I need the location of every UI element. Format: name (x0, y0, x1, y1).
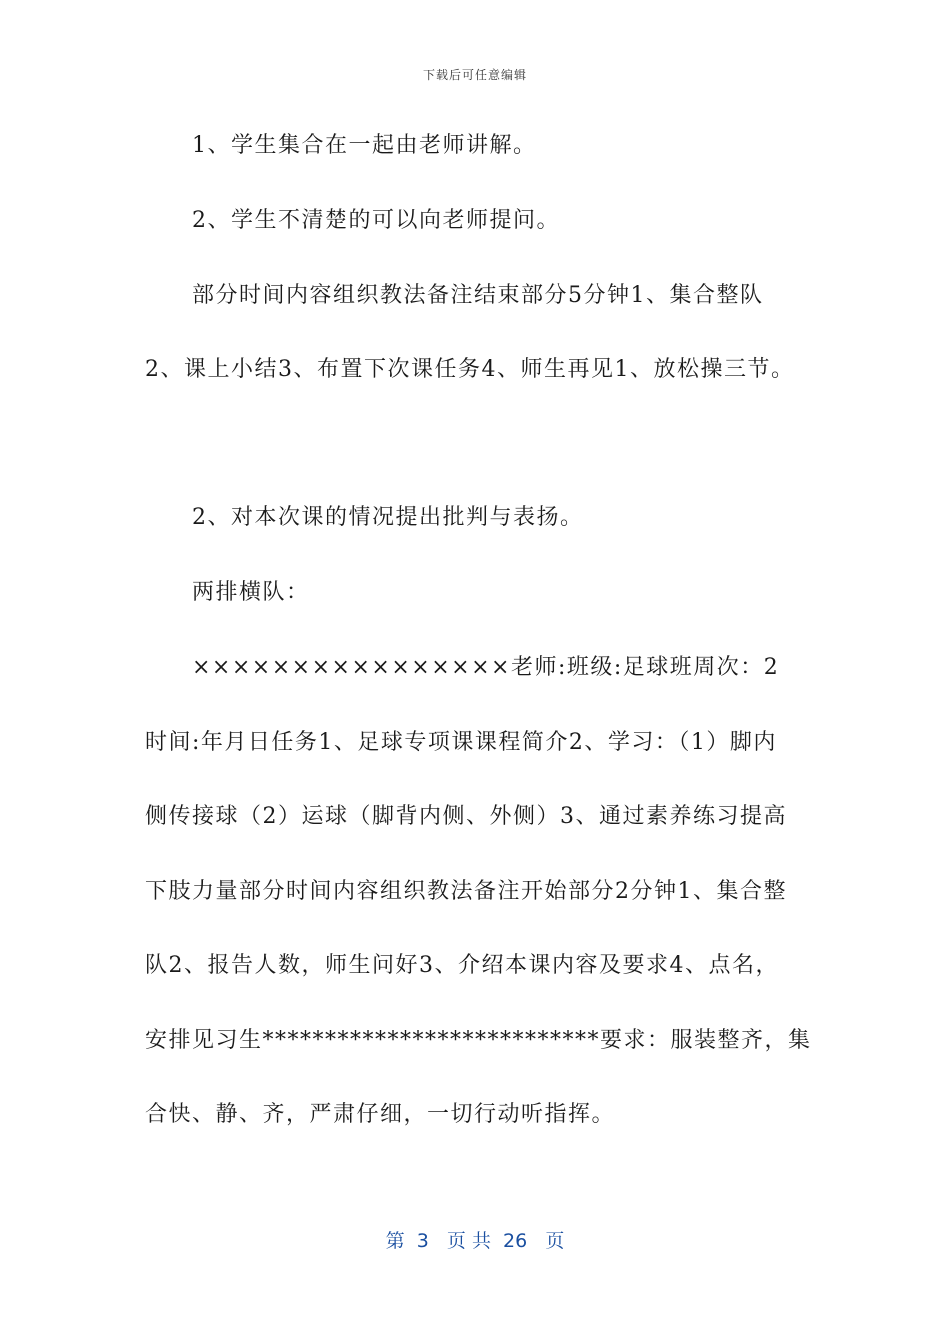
body-line-12: 安排见习生***************************要求：服装整齐，集 (145, 1028, 812, 1053)
body-line-3: 部分时间内容组织教法备注结束部分5分钟1、集合整队 (192, 283, 764, 308)
page-number-footer: 第 3 页 共 26 页 (385, 1230, 565, 1252)
body-line-13: 合快、静、齐，严肃仔细，一切行动听指挥。 (145, 1102, 616, 1127)
body-line-11: 队2、报告人数，师生问好3、介绍本课内容及要求4、点名， (145, 953, 779, 978)
body-line-9: 侧传接球（2）运球（脚背内侧、外侧）3、通过素养练习提高 (145, 804, 787, 829)
body-line-8: 时间:年月日任务1、足球专项课课程简介2、学习：（1）脚内 (145, 730, 777, 755)
body-line-10: 下肢力量部分时间内容组织教法备注开始部分2分钟1、集合整 (145, 879, 787, 904)
body-line-2: 2、学生不清楚的可以向老师提问。 (192, 208, 560, 233)
body-line-5: 2、对本次课的情况提出批判与表扬。 (192, 505, 584, 530)
header-note: 下载后可任意编辑 (422, 68, 527, 82)
body-line-1: 1、学生集合在一起由老师讲解。 (192, 133, 537, 158)
body-line-7: ××××××××××××××××老师:班级:足球班周次：2 (192, 655, 780, 680)
body-line-6: 两排横队： (192, 580, 310, 605)
body-line-4: 2、课上小结3、布置下次课任务4、师生再见1、放松操三节。 (145, 357, 795, 382)
